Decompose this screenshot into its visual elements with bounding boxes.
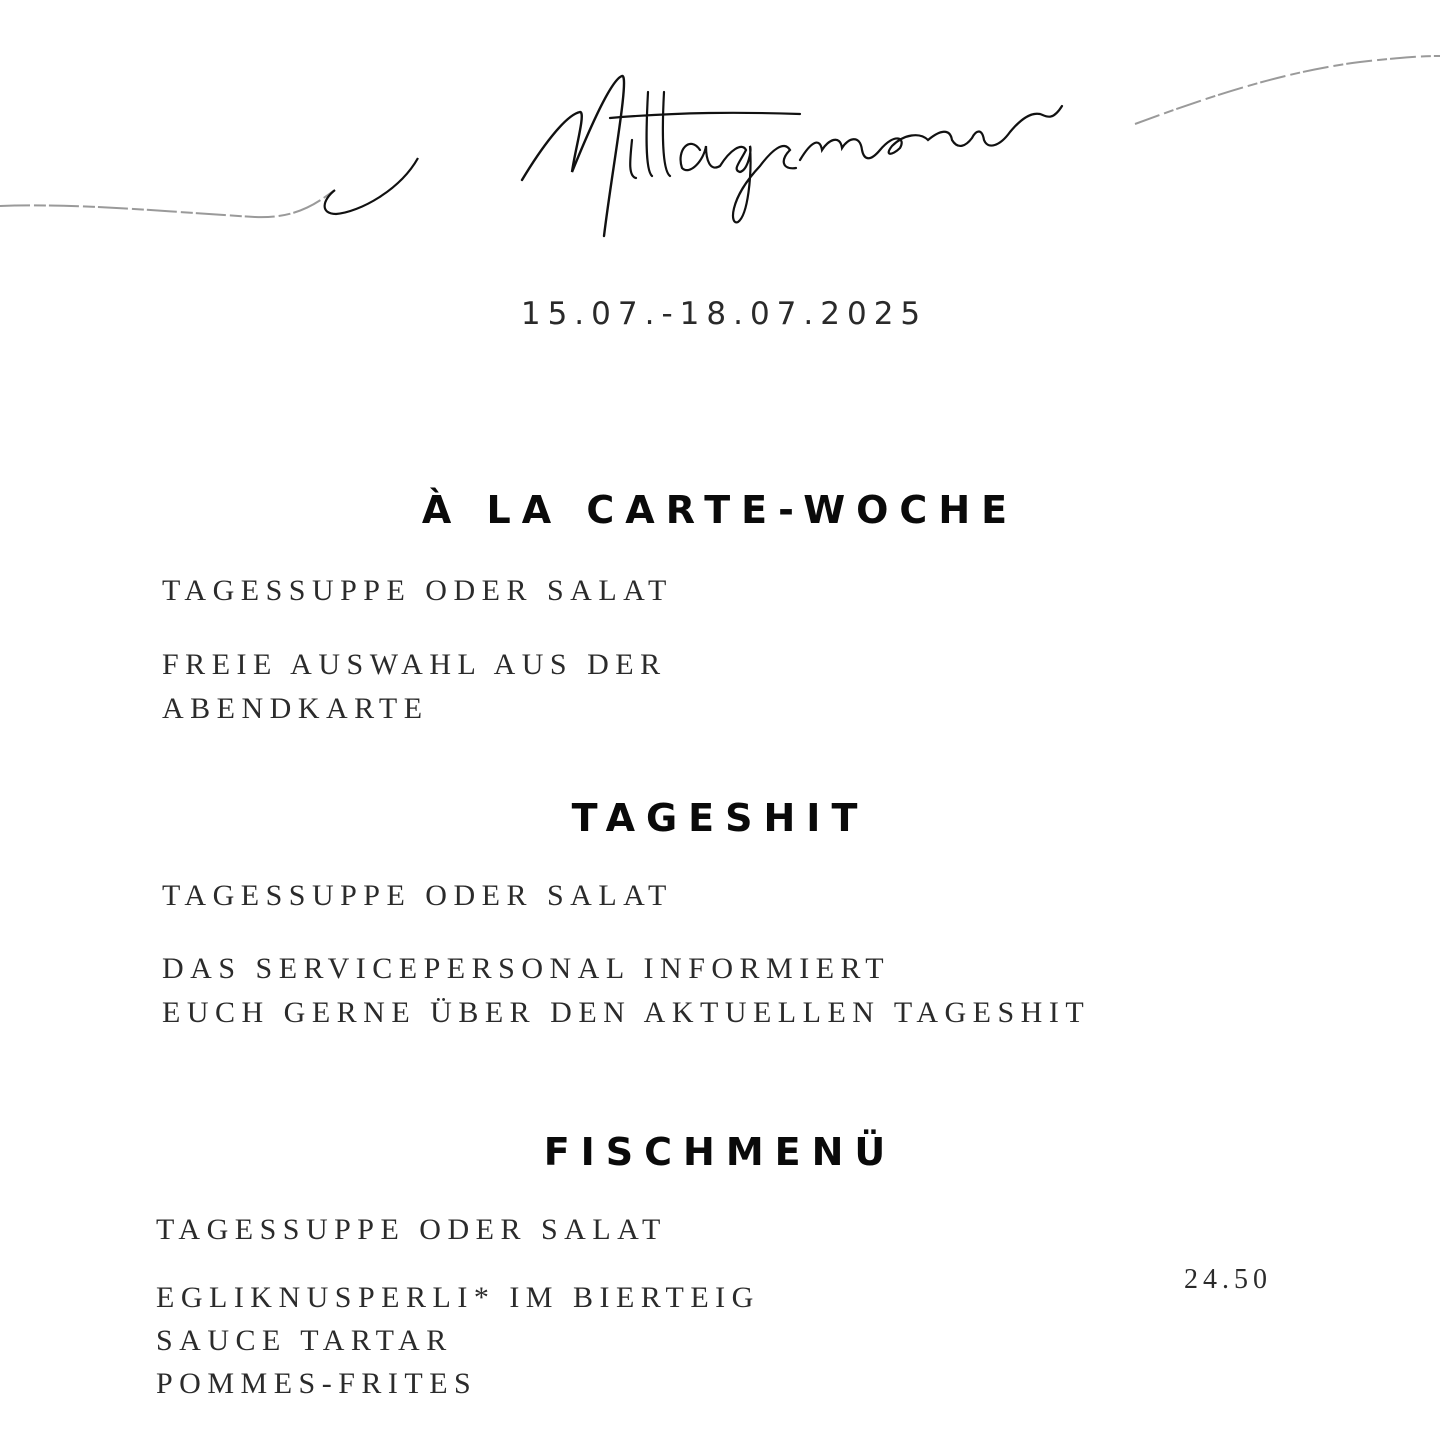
menu-line: TAGESSUPPE ODER SALAT — [162, 879, 673, 912]
section-title-a-la-carte: À LA CARTE-WOCHE — [421, 488, 1019, 532]
right-swash-line — [1135, 56, 1440, 124]
script-letters-menu — [800, 106, 1062, 160]
menu-line: POMMES-FRITES — [156, 1367, 478, 1400]
script-letters-ags — [681, 144, 796, 223]
left-swash-line — [0, 190, 335, 217]
script-title-artwork — [0, 0, 1440, 270]
script-letter-m — [522, 76, 624, 236]
script-letter-i — [630, 140, 636, 178]
menu-line: TAGESSUPPE ODER SALAT — [162, 574, 673, 607]
menu-line: DAS SERVICEPERSONAL INFORMIERT — [162, 952, 891, 985]
menu-line: TAGESSUPPE ODER SALAT — [156, 1213, 667, 1246]
menu-line: FREIE AUSWAHL AUS DER — [162, 648, 667, 681]
menu-price: 24.50 — [1184, 1264, 1272, 1295]
date-range: 15.07.-18.07.2025 — [520, 296, 928, 332]
menu-line: EGLIKNUSPERLI* IM BIERTEIG — [156, 1281, 760, 1314]
left-swash-curl — [325, 158, 418, 214]
menu-line: SAUCE TARTAR — [156, 1324, 453, 1357]
menu-line: EUCH GERNE ÜBER DEN AKTUELLEN TAGESHIT — [162, 996, 1091, 1029]
menu-line: ABENDKARTE — [162, 692, 429, 725]
script-letter-tt — [610, 92, 800, 176]
section-title-tageshit: TAGESHIT — [571, 796, 869, 840]
section-title-fischmenu: FISCHMENÜ — [543, 1130, 897, 1174]
